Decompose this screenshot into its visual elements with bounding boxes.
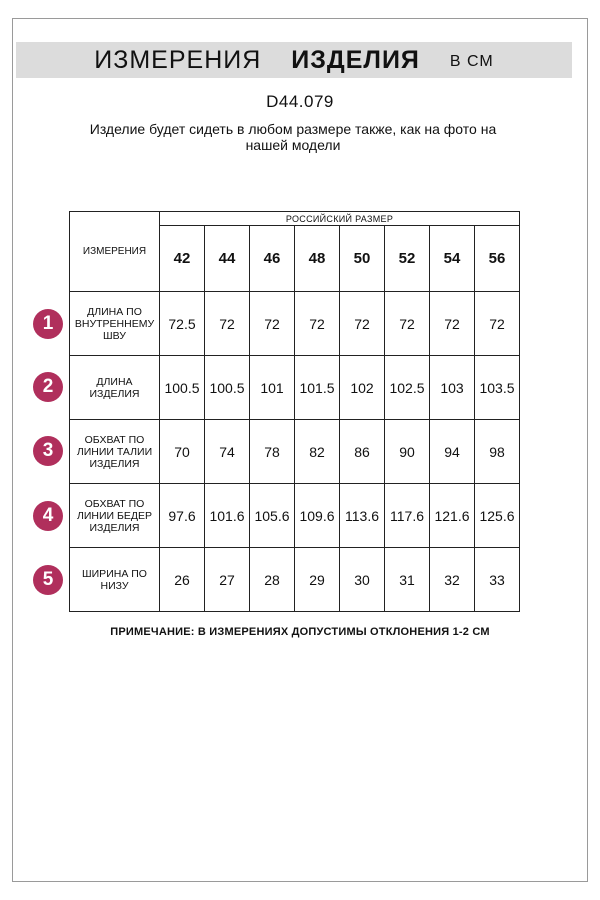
- row-number-badge: 5: [33, 565, 63, 595]
- measurement-value: 102.5: [385, 356, 430, 420]
- measurement-value: 101.5: [295, 356, 340, 420]
- measurement-value: 100.5: [205, 356, 250, 420]
- measurement-value: 94: [430, 420, 475, 484]
- product-code: D44.079: [266, 92, 334, 111]
- table-body: [70, 292, 520, 612]
- measurement-value: 72: [475, 292, 520, 356]
- measurement-value: 113.6: [340, 484, 385, 548]
- table-header-row-group: [70, 212, 520, 226]
- size-header: 44: [205, 226, 250, 292]
- measurement-value: 90: [385, 420, 430, 484]
- measurement-value: 29: [295, 548, 340, 612]
- measurement-value: 32: [430, 548, 475, 612]
- measurement-value: 100.5: [160, 356, 205, 420]
- row-header: ИЗМЕРЕНИЯ: [70, 212, 160, 292]
- row-number-badge: 4: [33, 501, 63, 531]
- measurement-value: 72: [430, 292, 475, 356]
- measurement-value: 74: [205, 420, 250, 484]
- measurement-value: 97.6: [160, 484, 205, 548]
- size-table: [69, 211, 520, 612]
- measurement-value: 31: [385, 548, 430, 612]
- footer-note: ПРИМЕЧАНИЕ: В ИЗМЕРЕНИЯХ ДОПУСТИМЫ ОТКЛОНЕНИЯ 1-2 СМ: [110, 626, 490, 638]
- size-header: 50: [340, 226, 385, 292]
- measurement-value: 72: [295, 292, 340, 356]
- measurement-value: 27: [205, 548, 250, 612]
- row-label: ДЛИНА ИЗДЕЛИЯ: [70, 356, 160, 420]
- title-band: [16, 42, 572, 78]
- size-header: 52: [385, 226, 430, 292]
- row-number-badge: 3: [33, 436, 63, 466]
- row-label: ОБХВАТ ПО ЛИНИИ БЕДЕР ИЗДЕЛИЯ: [70, 484, 160, 548]
- measurement-value: 82: [295, 420, 340, 484]
- measurement-value: 70: [160, 420, 205, 484]
- row-label: ОБХВАТ ПО ЛИНИИ ТАЛИИ ИЗДЕЛИЯ: [70, 420, 160, 484]
- measurement-value: 102: [340, 356, 385, 420]
- measurement-value: 33: [475, 548, 520, 612]
- size-header: 48: [295, 226, 340, 292]
- measurement-value: 117.6: [385, 484, 430, 548]
- measurement-value: 121.6: [430, 484, 475, 548]
- table-row: [70, 420, 520, 484]
- row-label: ШИРИНА ПО НИЗУ: [70, 548, 160, 612]
- title-unit: В СМ: [449, 53, 494, 70]
- row-number-badge: 2: [33, 372, 63, 402]
- row-number-badge: 1: [33, 309, 63, 339]
- size-header: 56: [475, 226, 520, 292]
- measurement-value: 72.5: [160, 292, 205, 356]
- measurement-value: 109.6: [295, 484, 340, 548]
- measurement-value: 103.5: [475, 356, 520, 420]
- size-header: 42: [160, 226, 205, 292]
- measurement-value: 78: [250, 420, 295, 484]
- measurement-value: 101: [250, 356, 295, 420]
- table-row: [70, 292, 520, 356]
- measurement-value: 105.6: [250, 484, 295, 548]
- measurement-value: 98: [475, 420, 520, 484]
- measurement-value: 72: [385, 292, 430, 356]
- size-header: 46: [250, 226, 295, 292]
- fit-note: Изделие будет сидеть в любом размере также, как на фото на нашей модели: [89, 121, 497, 153]
- measurement-value: 28: [250, 548, 295, 612]
- measurement-value: 86: [340, 420, 385, 484]
- measurement-value: 26: [160, 548, 205, 612]
- measurement-value: 103: [430, 356, 475, 420]
- row-label: ДЛИНА ПО ВНУТРЕННЕМУ ШВУ: [70, 292, 160, 356]
- measurement-value: 125.6: [475, 484, 520, 548]
- measurement-value: 72: [250, 292, 295, 356]
- measurement-value: 30: [340, 548, 385, 612]
- table-row: [70, 548, 520, 612]
- group-header: РОССИЙСКИЙ РАЗМЕР: [160, 212, 520, 226]
- table-row: [70, 484, 520, 548]
- size-header: 54: [430, 226, 475, 292]
- title-measurements: ИЗМЕРЕНИЯ: [94, 45, 262, 74]
- measurement-value: 72: [205, 292, 250, 356]
- table-row: [70, 356, 520, 420]
- measurement-value: 72: [340, 292, 385, 356]
- title-product: ИЗДЕЛИЯ: [291, 45, 420, 74]
- measurement-value: 101.6: [205, 484, 250, 548]
